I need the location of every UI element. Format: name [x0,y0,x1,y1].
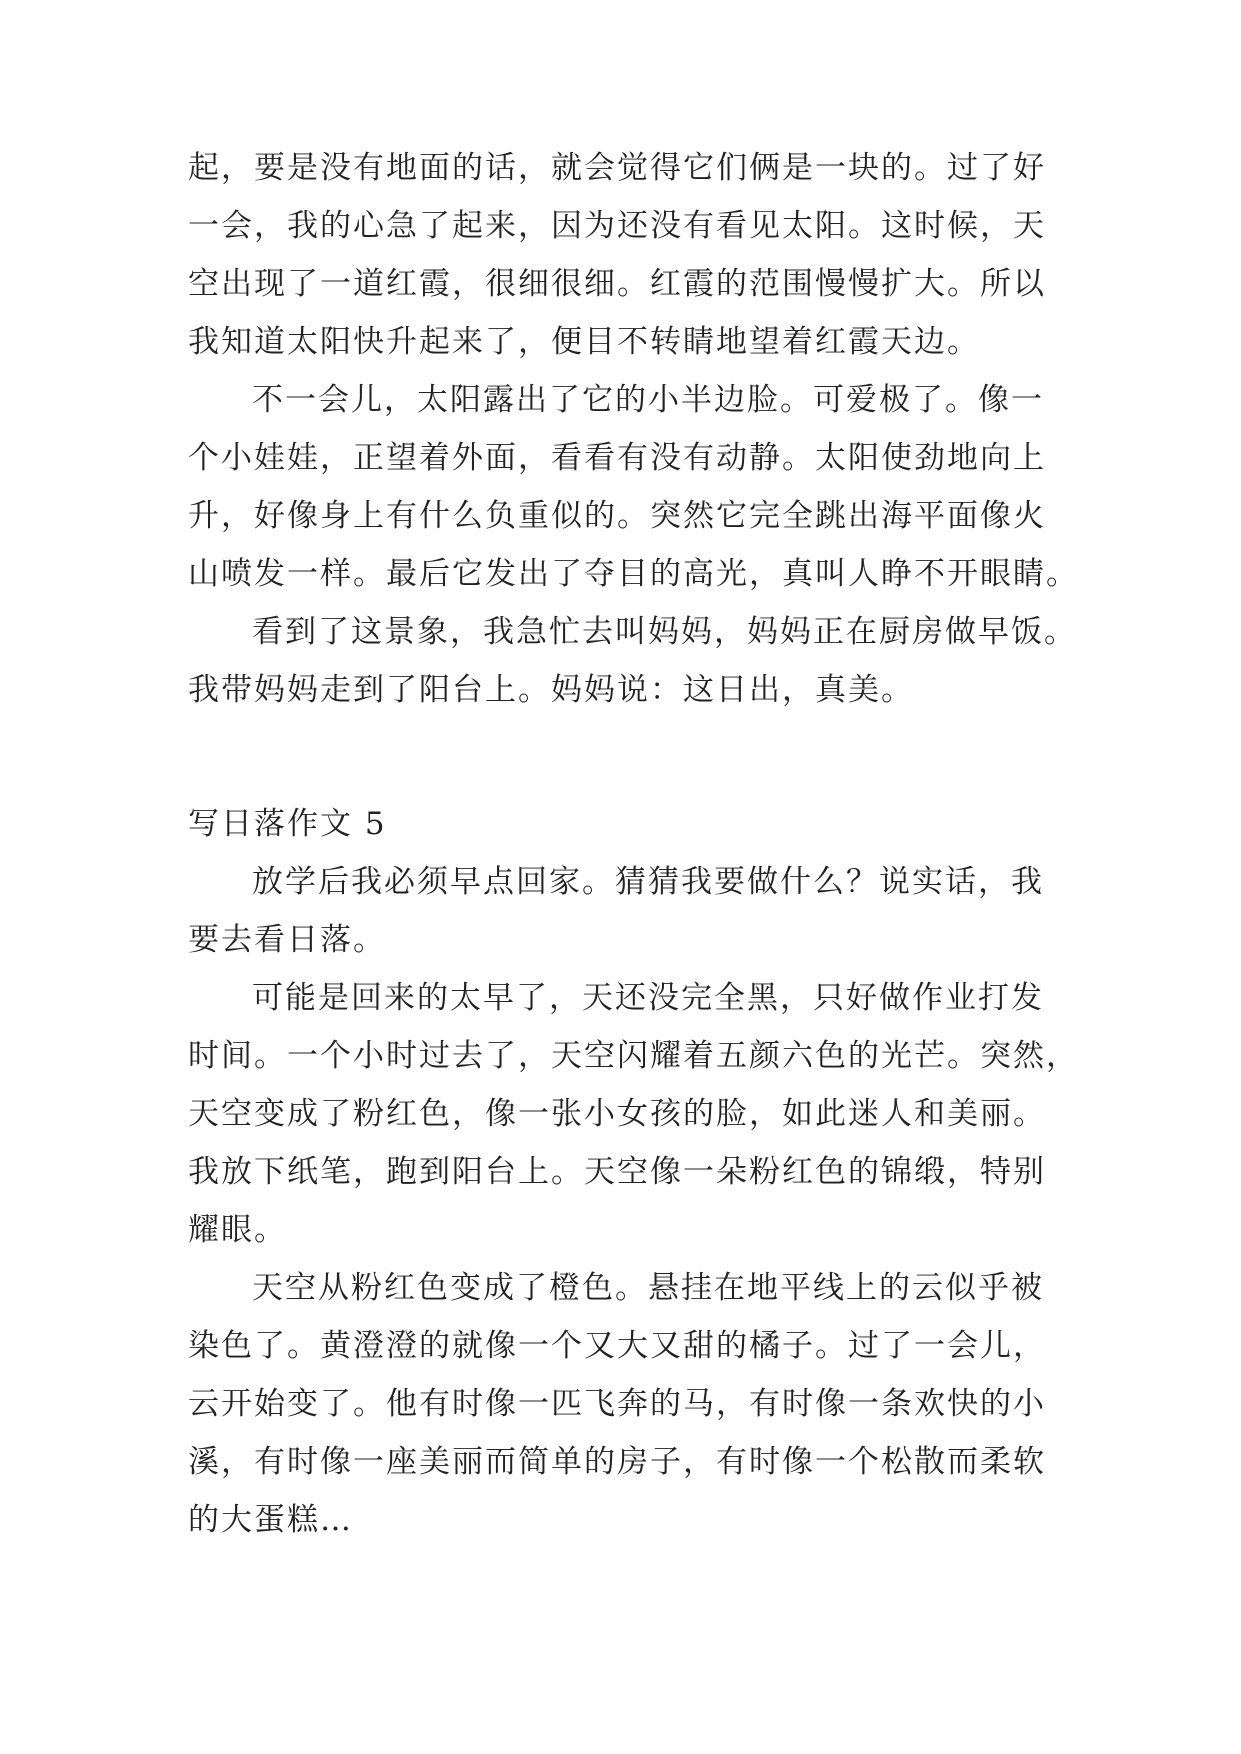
text-line: 不一会儿，太阳露出了它的小半边脸。可爱极了。像一 [252,382,1044,418]
text-line: 空出现了一道红霞，很细很细。红霞的范围慢慢扩大。所以 [188,266,1046,302]
text-line: 个小娃娃，正望着外面，看看有没有动静。太阳使劲地向上 [188,440,1046,476]
text-line: 天空变成了粉红色，像一张小女孩的脸，如此迷人和美丽。 [188,1096,1046,1132]
section1-body [188,139,1079,719]
text-line: 一会，我的心急了起来，因为还没有看见太阳。这时候，天 [188,208,1046,244]
section2-body [188,853,1079,1549]
text-line: 山喷发一样。最后它发出了夺目的高光，真叫人睁不开眼睛。 [188,556,1079,592]
text-line: 我知道太阳快升起来了，便目不转睛地望着红霞天边。 [188,324,980,360]
text-line: 耀眼。 [188,1212,287,1248]
text-line: 的大蛋糕… [188,1502,353,1538]
text-line: 看到了这景象，我急忙去叫妈妈，妈妈正在厨房做早饭。 [252,614,1077,650]
text-line: 可能是回来的太早了，天还没完全黑，只好做作业打发 [252,980,1044,1016]
text-line: 起，要是没有地面的话，就会觉得它们俩是一块的。过了好 [188,150,1046,186]
text-line: 溪，有时像一座美丽而简单的房子，有时像一个松散而柔软 [188,1444,1046,1480]
text-line: 我带妈妈走到了阳台上。妈妈说：这日出，真美。 [188,672,914,708]
text-line: 我放下纸笔，跑到阳台上。天空像一朵粉红色的锦缎，特别 [188,1154,1046,1190]
section-heading: 写日落作文 5 [188,806,387,842]
text-line: 云开始变了。他有时像一匹飞奔的马，有时像一条欢快的小 [188,1386,1046,1422]
text-line: 时间。一个小时过去了，天空闪耀着五颜六色的光芒。突然， [188,1038,1079,1074]
text-line: 升，好像身上有什么负重似的。突然它完全跳出海平面像火 [188,498,1046,534]
text-line: 放学后我必须早点回家。猜猜我要做什么？说实话，我 [252,864,1044,900]
text-line: 染色了。黄澄澄的就像一个又大又甜的橘子。过了一会儿， [188,1328,1046,1364]
text-line: 要去看日落。 [188,922,386,958]
text-line: 天空从粉红色变成了橙色。悬挂在地平线上的云似乎被 [252,1270,1044,1306]
